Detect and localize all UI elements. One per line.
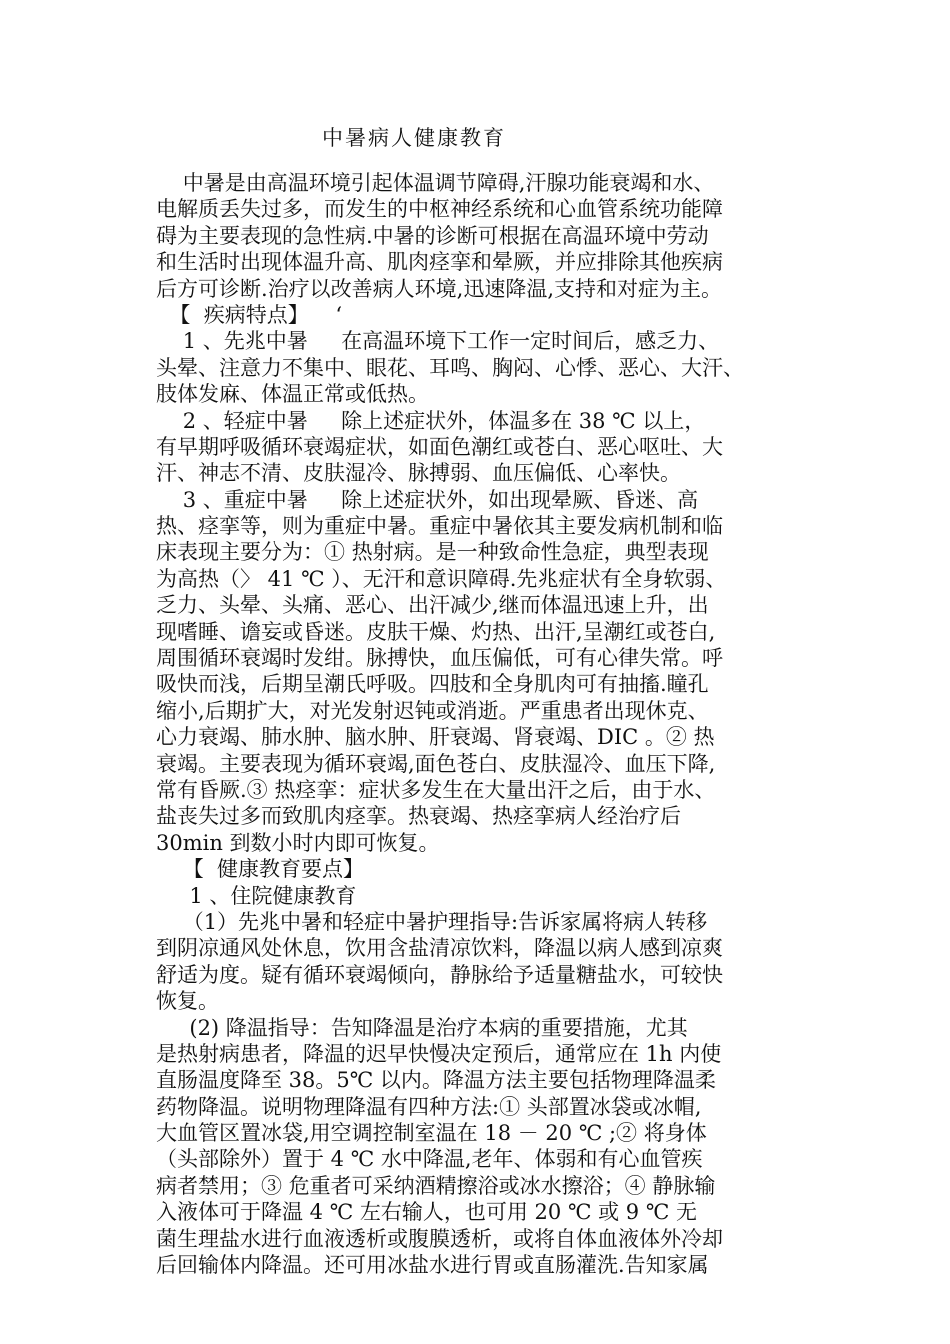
text-line: 有早期呼吸循环衰竭症状，如面色潮红或苍白、恶心呕吐、大 [156,434,723,459]
text-line: 1 、住院健康教育 [156,883,357,908]
text-line: 是热射病患者，降温的迟早快慢决定预后，通常应在 1h 内使 [156,1041,722,1066]
text-line: 肢体发麻、体温正常或低热。 [156,382,429,407]
text-line: 3 、重症中暑 除上述症状外，如出现晕厥、昏迷、高 [156,487,699,512]
document-body [156,170,804,1278]
text-line: 周围循环衰竭时发绀。脉搏快，血压偏低，可有心律失常。呼 [156,646,723,671]
text-line: 缩小,后期扩大，对光发射迟钝或消逝。严重患者出现休克、 [156,698,709,723]
text-line: 病者禁用；③ 危重者可采纳酒精擦浴或冰水擦浴；④ 静脉输 [156,1173,716,1198]
text-line: 【 疾病特点】 ‘ [156,302,343,327]
text-line: 床表现主要分为：① 热射病。是一种致命性急症，典型表现 [156,540,709,565]
text-line: 现嗜睡、谵妄或昏迷。皮肤干燥、灼热、出汗,呈潮红或苍白, [156,619,716,644]
text-line: （头部除外）置于 4 ℃ 水中降温,老年、体弱和有心血管疾 [156,1147,703,1172]
text-line: 菌生理盐水进行血液透析或腹膜透析，或将自体血液体外冷却 [156,1226,723,1251]
text-line: 心力衰竭、肺水肿、脑水肿、肝衰竭、肾衰竭、DIC 。② 热 [156,725,715,750]
document-title: 中暑病人健康教育 [322,126,506,150]
text-line: 舒适为度。疑有循环衰竭倾向，静脉给予适量糖盐水，可较快 [156,962,723,987]
text-line: 到阴凉通风处休息，饮用含盐清凉饮料，降温以病人感到凉爽 [156,936,723,961]
text-line: 中暑是由高温环境引起体温调节障碍,汗腺功能衰竭和水、 [156,171,715,195]
text-line: 碍为主要表现的急性病.中暑的诊断可根据在高温环境中劳动 [156,223,709,248]
text-line: 2 、轻症中暑 除上述症状外，体温多在 38 ℃ 以上， [156,408,706,433]
text-line: （1）先兆中暑和轻症中暑护理指导:告诉家属将病人转移 [156,909,708,934]
text-line: 后回输体内降温。还可用冰盐水进行胃或直肠灌洗.告知家属 [156,1253,709,1278]
text-line: 乏力、头晕、头痛、恶心、出汗减少,继而体温迅速上升，出 [156,593,709,618]
text-line: 【 健康教育要点】 [156,857,365,882]
text-line: 头晕、注意力不集中、眼花、耳鸣、胸闷、心悸、恶心、大汗、 [156,355,744,380]
text-line: 恢复。 [156,989,219,1014]
text-line: 热、痉挛等，则为重症中暑。重症中暑依其主要发病机制和临 [156,514,723,539]
text-line: 电解质丢失过多，而发生的中枢神经系统和心血管系统功能障 [156,197,723,222]
text-line: 为高热（〉 41 ℃ ）、无汗和意识障碍.先兆症状有全身软弱、 [156,566,727,591]
text-line: 1 、先兆中暑 在高温环境下工作一定时间后，感乏力、 [156,329,720,354]
text-line: 30min 到数小时内即可恢复。 [156,830,440,855]
text-line: 药物降温。说明物理降温有四种方法:① 头部置冰袋或冰帽, [156,1094,702,1119]
text-line: (2) 降温指导：告知降温是治疗本病的重要措施，尤其 [156,1015,688,1040]
text-line: 衰竭。主要表现为循环衰竭,面色苍白、皮肤湿冷、血压下降, [156,751,716,776]
text-line: 汗、神志不清、皮肤湿冷、脉搏弱、血压偏低、心率快。 [156,461,681,486]
text-line: 吸快而浅，后期呈潮氏呼吸。四肢和全身肌肉可有抽搐.瞳孔 [156,672,709,697]
text-line: 后方可诊断.治疗以改善病人环境,迅速降温,支持和对症为主。 [156,276,723,301]
text-line: 入液体可于降温 4 ℃ 左右输人，也可用 20 ℃ 或 9 ℃ 无 [156,1200,697,1225]
text-line: 和生活时出现体温升高、肌肉痉挛和晕厥，并应排除其他疾病 [156,250,723,275]
text-line: 常有昏厥.③ 热痉挛：症状多发生在大量出汗之后，由于水、 [156,777,716,802]
text-line: 大血管区置冰袋,用空调控制室温在 18 － 20 ℃ ;② 将身体 [156,1121,707,1146]
text-line: 直肠温度降至 38。5℃ 以内。降温方法主要包括物理降温柔 [156,1068,716,1093]
text-line: 盐丧失过多而致肌肉痉挛。热衰竭、热痉挛病人经治疗后 [156,804,681,829]
